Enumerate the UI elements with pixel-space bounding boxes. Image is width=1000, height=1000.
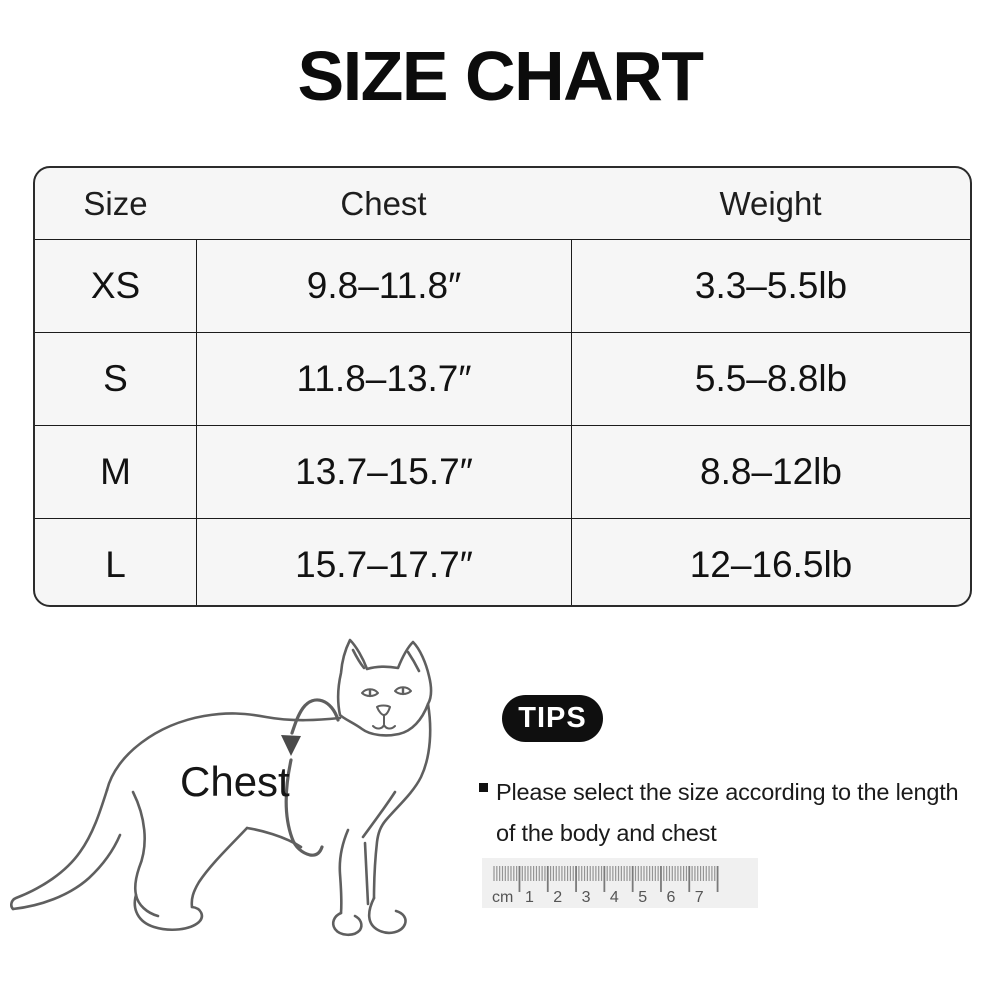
header-chest: Chest (340, 184, 427, 222)
size-cell: L (105, 544, 126, 585)
ruler-image (482, 858, 758, 908)
bullet-square-icon (479, 783, 488, 792)
size-cell: M (100, 451, 131, 492)
header-weight: Weight (719, 184, 822, 222)
tips-text (496, 772, 976, 854)
chest-label: Chest (180, 758, 290, 805)
chest-cell: 9.8–11.8″ (196, 240, 571, 332)
tips-badge: TIPS (502, 695, 603, 742)
ruler-number-label: 2 (553, 889, 563, 906)
measure-arrow-icon (281, 735, 301, 756)
table-header-row (35, 168, 970, 239)
tips-text-line2: of the body and chest (496, 820, 717, 846)
weight-cell: 12–16.5lb (571, 519, 970, 607)
chest-cell: 15.7–17.7″ (196, 519, 571, 607)
table-row (35, 425, 970, 518)
page-title: SIZE CHART (297, 37, 703, 115)
size-cell: S (103, 358, 128, 399)
table-row (35, 332, 970, 425)
ruler-number-label: 6 (666, 889, 676, 906)
weight-cell: 5.5–8.8lb (571, 333, 970, 425)
size-table (33, 166, 972, 607)
weight-cell: 8.8–12lb (571, 426, 970, 518)
header-size: Size (83, 184, 148, 222)
weight-cell: 3.3–5.5lb (571, 240, 970, 332)
ruler-number-label: 3 (581, 889, 591, 906)
size-cell: XS (90, 265, 141, 306)
ruler-unit-label: cm (492, 889, 514, 906)
cat-measurement-diagram (8, 616, 492, 988)
ruler-number-label: 4 (609, 889, 619, 906)
ruler-number-label: 1 (525, 889, 534, 906)
table-row (35, 239, 970, 332)
ruler-number-label: 7 (694, 889, 704, 906)
ruler-background (482, 858, 758, 908)
chest-cell: 13.7–15.7″ (196, 426, 571, 518)
table-row (35, 518, 970, 607)
ruler-number-label: 5 (638, 889, 648, 906)
tips-text-line1: Please select the size according to the length (496, 779, 959, 805)
chest-cell: 11.8–13.7″ (196, 333, 571, 425)
cat-sketch (8, 616, 492, 988)
